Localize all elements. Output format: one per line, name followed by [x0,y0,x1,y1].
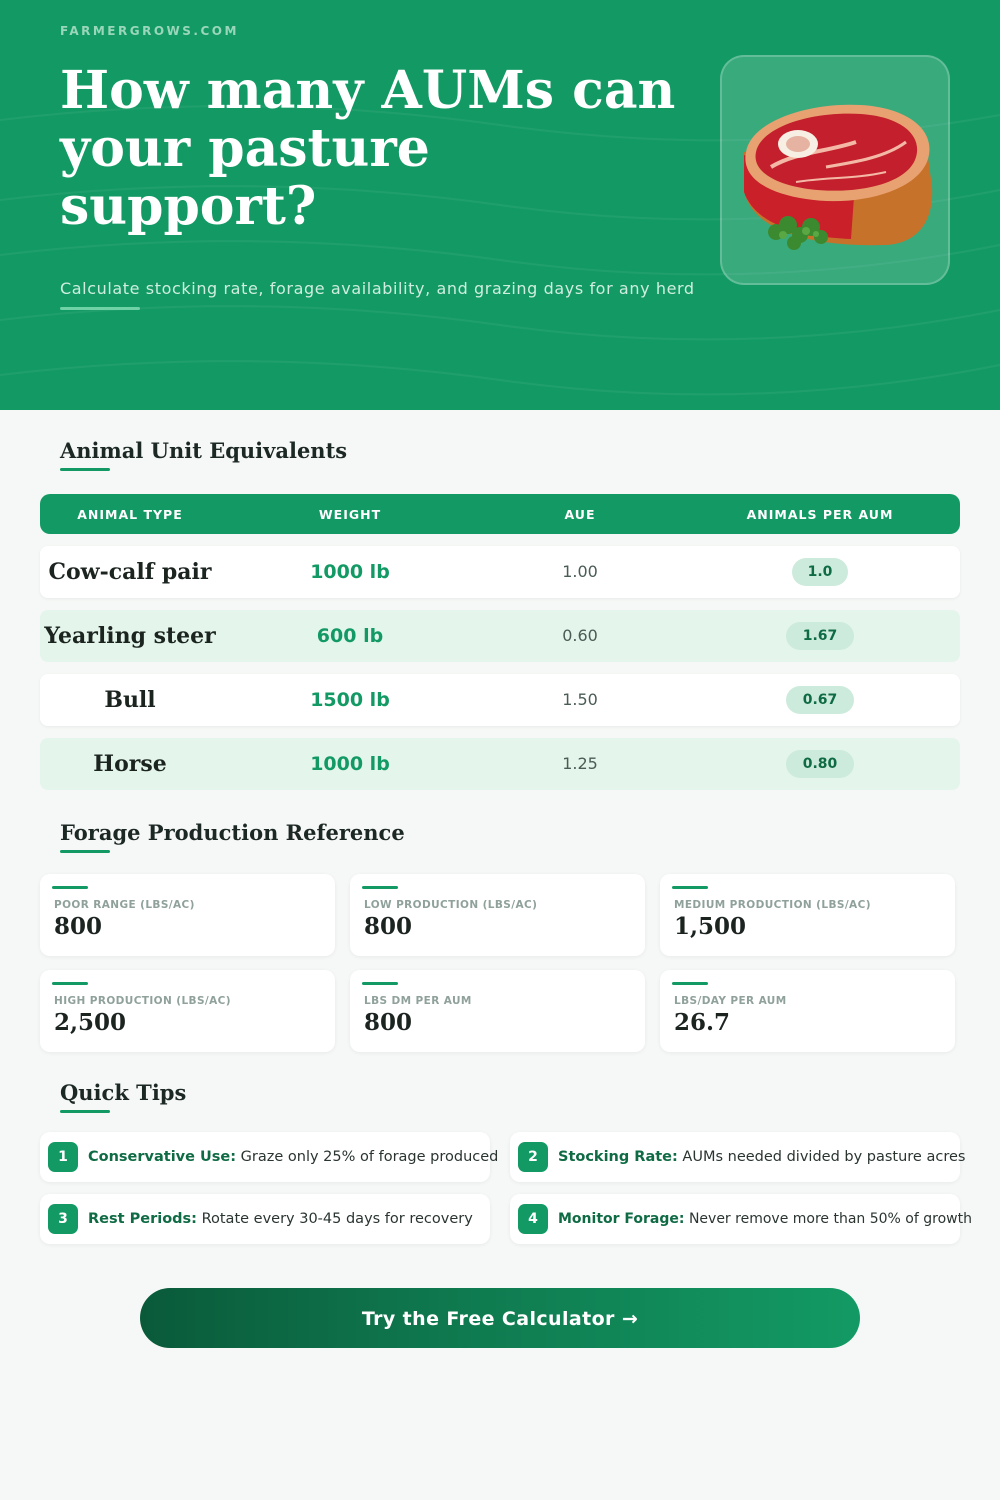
stat-value: 1,500 [674,913,747,940]
animal-type: Cow-calf pair [48,559,212,585]
animal-weight: 1500 lb [310,689,390,711]
stat-accent-bar [52,886,88,889]
column-header-aue: AUE [564,507,596,522]
animal-type: Horse [93,751,167,777]
tip-number-badge: 2 [518,1142,548,1172]
stat-card [40,970,335,1052]
tips-section-underline [60,1110,110,1113]
aue-section-underline [60,468,110,471]
animal-weight: 1000 lb [310,753,390,775]
page-subtitle: Calculate stocking rate, forage availability, and grazing days for any herd [60,279,695,298]
table-row [40,610,960,662]
tip-title: Monitor Forage: [558,1211,685,1227]
tip-card [40,1132,499,1182]
animal-aue: 0.60 [562,626,598,645]
stat-accent-bar [52,982,88,985]
stat-value: 800 [364,913,413,940]
tip-text [88,1132,498,1182]
subtitle-underline [60,307,140,310]
stat-label: HIGH PRODUCTION (LBS/AC) [54,995,231,1007]
aue-table-header [40,494,960,534]
forage-section-title: Forage Production Reference [60,820,405,845]
animal-type: Yearling steer [44,623,216,649]
steak-icon [736,97,936,272]
tips-section-title: Quick Tips [60,1080,187,1105]
animals-per-aum-badge: 1.67 [786,622,854,650]
animal-aue: 1.00 [562,562,598,581]
animals-per-aum-badge: 0.67 [786,686,854,714]
column-header-animal-type: ANIMAL TYPE [77,507,183,522]
stat-label: LBS/DAY PER AUM [674,995,787,1007]
table-row [40,674,960,726]
tip-number-badge: 1 [48,1142,78,1172]
forage-section-underline [60,850,110,853]
page-title: How many AUMs can your pasture support? [60,60,676,237]
animal-aue: 1.50 [562,690,598,709]
tip-text [558,1194,972,1244]
column-header-animals-per-aum: ANIMALS PER AUM [746,507,894,522]
table-row [40,546,960,598]
stat-label: LBS DM PER AUM [364,995,472,1007]
tip-number-badge: 3 [48,1204,78,1234]
tip-title: Stocking Rate: [558,1149,678,1165]
tip-description: Graze only 25% of forage produced [236,1149,499,1165]
stat-value: 800 [364,1009,413,1036]
stat-label: POOR RANGE (LBS/AC) [54,899,195,911]
tip-description: Rotate every 30-45 days for recovery [196,1211,473,1227]
tip-title: Rest Periods: [88,1211,197,1227]
stat-card [660,970,955,1052]
stat-card [350,970,645,1052]
tip-text [558,1132,965,1182]
tip-title: Conservative Use: [88,1149,237,1165]
hero-illustration-card [720,55,950,285]
stat-value: 2,500 [54,1009,127,1036]
free-calculator-button[interactable]: Try the Free Calculator → [140,1288,860,1348]
hero-banner [0,0,1000,410]
animals-per-aum-badge: 1.0 [792,558,848,586]
animal-type: Bull [104,687,156,713]
animal-aue: 1.25 [562,754,598,773]
tip-number-badge: 4 [518,1204,548,1234]
tip-text [88,1194,473,1244]
table-row [40,738,960,790]
stat-card [350,874,645,956]
animal-weight: 1000 lb [310,561,390,583]
stat-label: MEDIUM PRODUCTION (LBS/AC) [674,899,871,911]
tip-card [40,1194,490,1244]
tip-card [510,1194,972,1244]
stat-card [40,874,335,956]
stat-label: LOW PRODUCTION (LBS/AC) [364,899,538,911]
stat-accent-bar [362,982,398,985]
stat-accent-bar [362,886,398,889]
tip-description: AUMs needed divided by pasture acres [677,1149,966,1165]
stat-card [660,874,955,956]
stat-accent-bar [672,982,708,985]
column-header-weight: WEIGHT [318,507,382,522]
tip-description: Never remove more than 50% of growth [684,1211,972,1227]
stat-accent-bar [672,886,708,889]
animal-weight: 600 lb [316,625,384,647]
stat-value: 26.7 [674,1009,731,1036]
animals-per-aum-badge: 0.80 [786,750,854,778]
aue-section-title: Animal Unit Equivalents [60,438,348,463]
brand-name[interactable]: FARMERGROWS.COM [60,24,239,38]
stat-value: 800 [54,913,103,940]
tip-card [510,1132,966,1182]
